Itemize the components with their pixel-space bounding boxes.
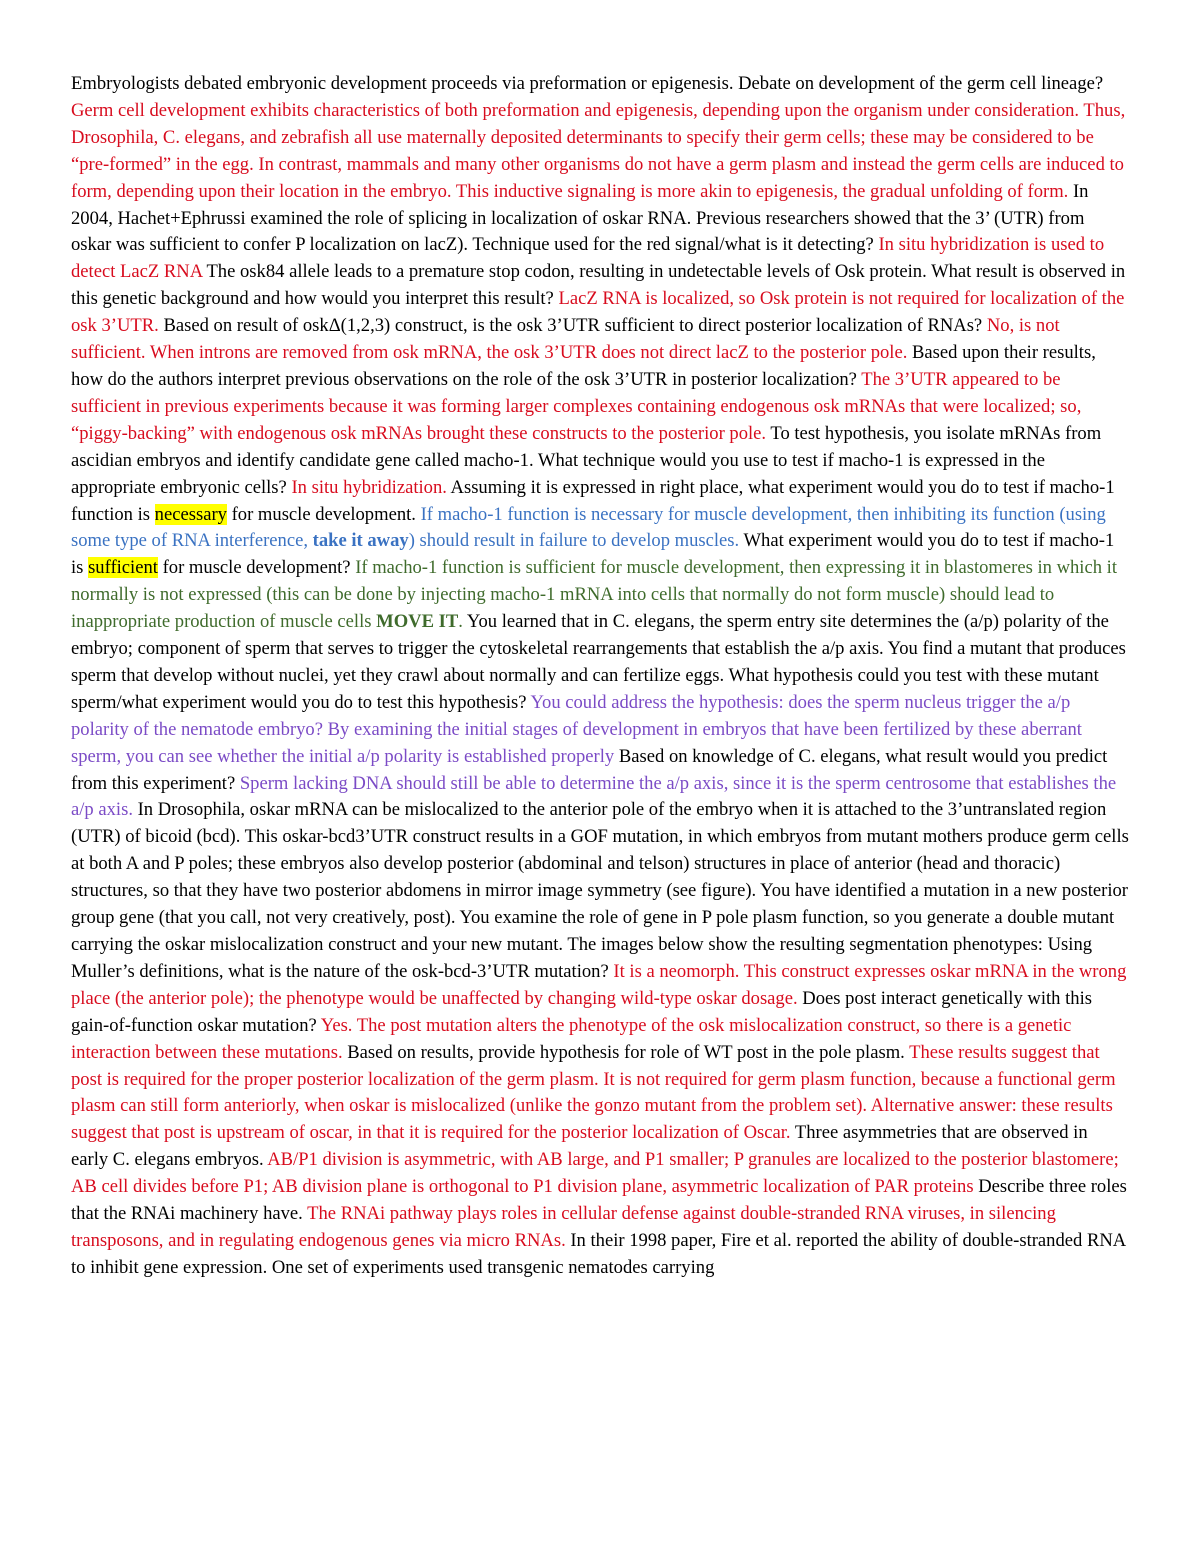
question-text: To test hypothesis, you isolate mRNAs from ascidian embryos and identify candidate gene called macho-1. What technique would you use to test if macho-1 is expressed in the appropriate embryonic cells? (71, 422, 1102, 498)
question-text: Based upon their results, how do the authors interpret previous observations on the role of the osk 3’UTR in posterior localization? (71, 342, 1096, 390)
highlighted-term: necessary (154, 503, 227, 525)
question-text: In Drosophila, oskar mRNA can be mislocalized to the anterior pole of the embryo when it is attached to the 3’untranslated region (UTR) of bicoid (bcd). This oskar-bcd3’UTR construct results in a GOF mutation, in which embryos from mutant mothers produce germ cells at both A and P poles; these embryos also develop posterior (abdominal and telson) structures in place of anterior (head and thoracic) structures, so that they have two posterior abdomens in mirror image symmetry (see figure). You have identified a mutation in a new posterior group gene (that you call, not very creatively, post). You examine the role of gene in P pole plasm function, so you generate a double mutant carrying the oskar mislocalization construct and your new mutant. The images below show the resulting segmentation phenotypes: Using Muller’s definitions, what is the nature of the osk-bcd-3’UTR mutation? (71, 799, 1129, 982)
question-text: Three asymmetries that are observed in early C. elegans embryos. (71, 1122, 1088, 1171)
answer-text: Yes. The post mutation alters the phenotype of the osk mislocalization construct, so there is a genetic interaction between these mutations. (71, 1014, 1072, 1063)
answer-text: The 3’UTR appeared to be sufficient in previous experiments because it was forming larger complexes containing endogenous osk mRNAs that were localized; so, “piggy-backing” with endogenous osk mRNAs brought these constructs to the posterior pole. (71, 368, 1082, 444)
question-text: The osk84 allele leads to a premature stop codon, resulting in undetectable levels of Osk protein. What result is observed in this genetic background and how would you interpret this result? (71, 261, 1126, 310)
question-text: for muscle development? (157, 557, 356, 579)
answer-text: ) should result in failure to develop muscles. (408, 530, 740, 552)
question-text: Based on result of oskΔ(1,2,3) construct, is the osk 3’UTR sufficient to direct posterior localization of RNAs? (158, 315, 987, 337)
question-text: Embryologists debated embryonic development proceeds via preformation or epigenesis. Debate on development of the germ cell lineage? (71, 73, 1104, 94)
question-text: In 2004, Hachet+Ephrussi examined the role of splicing in localization of oskar RNA. Previous researchers showed that the 3’ (UTR) from oskar was sufficient to confer P localization on lacZ). Technique used for the red signal/what is it detecting? (71, 180, 1089, 256)
question-text: You learned that in C. elegans, the sperm entry site determines the (a/p) polarity of the embryo; component of sperm that serves to trigger the cytoskeletal rearrangements that establish the a/p axis. You find a mutant that produces sperm that develop without nuclei, yet they crawl about normally and can fertilize eggs. What hypothesis could you test with these mutant sperm/what experiment would you do to test this hypothesis? (71, 611, 1126, 713)
answer-text: In situ hybridization is used to detect LacZ RNA (71, 234, 1105, 283)
answer-text: These results suggest that post is required for the proper posterior localization of the germ plasm. It is not required for germ plasm function, because a functional germ plasm can still form anteriorly, when oskar is mislocalized (unlike the gonzo mutant from the problem set). Alternative answer: these results suggest that post is upstream of oscar, in that it is required for the posterior localization of Oscar. (71, 1041, 1116, 1144)
answer-text: Sperm lacking DNA should still be able to determine the a/p axis, since it is the sperm centrosome that establishes the a/p axis. (71, 772, 1117, 821)
answer-text: No, is not sufficient. When introns are removed from osk mRNA, the osk 3’UTR does not direct lacZ to the posterior pole. (71, 315, 1060, 364)
answer-text: It is a neomorph. This construct expresses oskar mRNA in the wrong place (the anterior pole); the phenotype would be unaffected by changing wild-type oskar dosage. (71, 960, 1127, 1009)
highlighted-term: sufficient (88, 557, 158, 579)
question-text: What experiment would you do to test if macho-1 is (71, 530, 1115, 579)
bold-note: MOVE IT (376, 611, 459, 633)
answer-text: LacZ RNA is localized, so Osk protein is not required for localization of the osk 3’UTR. (71, 288, 1125, 337)
answer-text: . (458, 611, 463, 633)
answer-text: Germ cell development exhibits characteristics of both preformation and epigenesis, depending upon the organism under consideration. Thus, Drosophila, C. elegans, and zebrafish all use maternally deposited determinants to specify their germ cells; these may be considered to be “pre-formed” in the egg. In contrast, mammals and many other organisms do not have a germ plasm and instead the germ cells are induced to form, depending upon their location in the embryo. This inductive signaling is more akin to epigenesis, the gradual unfolding of form. (71, 99, 1126, 202)
answer-text: AB/P1 division is asymmetric, with AB large, and P1 smaller; P granules are localized to the posterior blastomere; AB cell divides before P1; AB division plane is orthogonal to P1 division plane, asymmetric localization of PAR proteins (71, 1149, 1119, 1198)
answer-text: In situ hybridization. (291, 476, 447, 498)
question-text: In their 1998 paper, Fire et al. reported the ability of double-stranded RNA to inhibit gene expression. One set of experiments used transgenic nematodes carrying (71, 1229, 1126, 1278)
answer-text: If macho-1 function is sufficient for muscle development, then expressing it in blastomeres in which it normally is not expressed (this can be done by injecting macho-1 mRNA into cells that normally do not form muscle) should lead to inappropriate production of muscle cells (71, 557, 1118, 633)
answer-text: The RNAi pathway plays roles in cellular defense against double-stranded RNA viruses, in silencing transposons, and in regulating endogenous genes via micro RNAs. (71, 1203, 1056, 1251)
answer-text: If macho-1 function is necessary for muscle development, then inhibiting its function (using some type of RNA interference, (71, 503, 1106, 552)
bold-note: take it away (312, 530, 409, 552)
question-text: Assuming it is expressed in right place, what experiment would you do to test if macho-1 function is (71, 476, 1115, 525)
question-text: Describe three roles that the RNAi machinery have. (71, 1176, 1127, 1225)
question-text: Based on knowledge of C. elegans, what result would you predict from this experiment? (71, 745, 1108, 794)
question-text: Does post interact genetically with this gain-of-function oskar mutation? (71, 987, 1092, 1036)
question-text: Based on results, provide hypothesis for role of WT post in the pole plasm. (342, 1041, 910, 1063)
answer-text: You could address the hypothesis: does the sperm nucleus trigger the a/p polarity of the nematode embryo? By examining the initial stages of development in embryos that have been fertilized by these aberrant sperm, you can see whether the initial a/p polarity is established properly (71, 691, 1082, 767)
question-text: for muscle development. (226, 503, 421, 525)
document-body (71, 71, 1129, 1282)
